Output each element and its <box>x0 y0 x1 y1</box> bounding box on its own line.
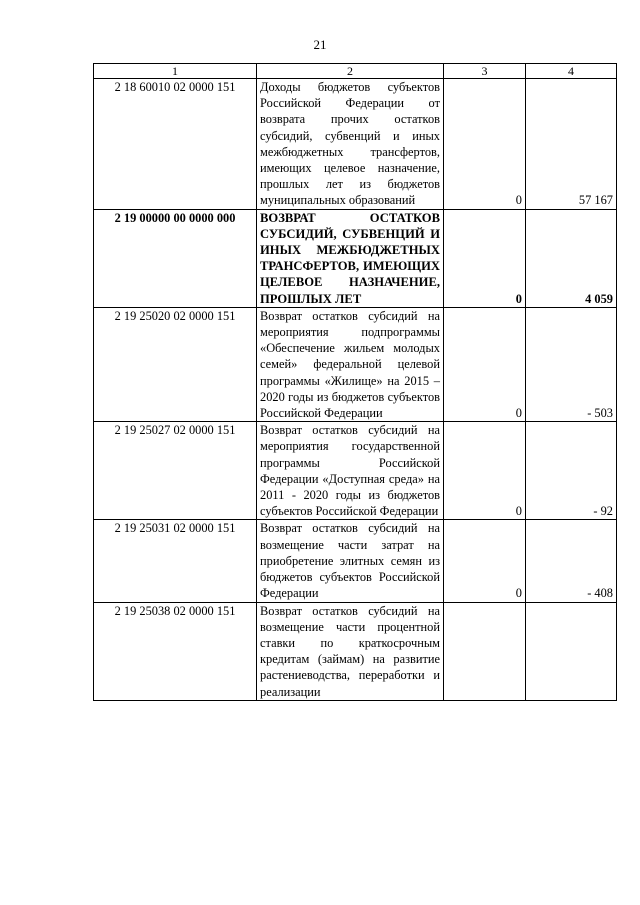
value-col4: - 503 <box>526 307 617 421</box>
value-col3: 0 <box>444 307 526 421</box>
budget-code: 2 19 25031 02 0000 151 <box>94 520 257 602</box>
value-col4: - 92 <box>526 422 617 520</box>
value-col3: 0 <box>444 520 526 602</box>
description: Доходы бюджетов субъектов Российской Федерации от возврата прочих остатков субсидий, субвенций и иных межбюджетных трансфертов, имеющих целевое назначение, прошлых лет из бюджетов муниципальных образований <box>257 79 444 210</box>
table-row <box>94 209 617 307</box>
value-col4: 4 059 <box>526 209 617 307</box>
value-col3 <box>444 602 526 700</box>
page-number: 21 <box>313 37 327 52</box>
table-row <box>94 422 617 520</box>
budget-table <box>93 63 617 701</box>
description: ВОЗВРАТ ОСТАТКОВ СУБСИДИЙ, СУБВЕНЦИЙ И ИНЫХ МЕЖБЮДЖЕТНЫХ ТРАНСФЕРТОВ, ИМЕЮЩИХ ЦЕЛЕВОЕ НАЗНАЧЕНИЕ, ПРОШЛЫХ ЛЕТ <box>257 209 444 307</box>
budget-code: 2 18 60010 02 0000 151 <box>94 79 257 210</box>
value-col4 <box>526 602 617 700</box>
description: Возврат остатков субсидий на мероприятия государственной программы Российской Федерации «Доступная среда» на 2011 - 2020 годы из бюджетов субъектов Российской Федерации <box>257 422 444 520</box>
column-header: 3 <box>444 64 526 79</box>
value-col4: - 408 <box>526 520 617 602</box>
table-row <box>94 307 617 421</box>
table-row <box>94 602 617 700</box>
value-col4: 57 167 <box>526 79 617 210</box>
column-header: 1 <box>94 64 257 79</box>
budget-code: 2 19 25020 02 0000 151 <box>94 307 257 421</box>
budget-code: 2 19 25027 02 0000 151 <box>94 422 257 520</box>
table-header-row <box>94 64 617 79</box>
value-col3: 0 <box>444 209 526 307</box>
budget-code: 2 19 00000 00 0000 000 <box>94 209 257 307</box>
table-row <box>94 79 617 210</box>
table-row <box>94 520 617 602</box>
column-header: 2 <box>257 64 444 79</box>
value-col3: 0 <box>444 79 526 210</box>
description: Возврат остатков субсидий на возмещение части затрат на приобретение элитных семян из бюджетов субъектов Российской Федерации <box>257 520 444 602</box>
value-col3: 0 <box>444 422 526 520</box>
column-header: 4 <box>526 64 617 79</box>
description: Возврат остатков субсидий на возмещение части процентной ставки по краткосрочным кредитам (займам) на развитие растениеводства, переработки и реализации <box>257 602 444 700</box>
budget-code: 2 19 25038 02 0000 151 <box>94 602 257 700</box>
description: Возврат остатков субсидий на мероприятия подпрограммы «Обеспечение жильем молодых семей» федеральной целевой программы «Жилище» на 2015 – 2020 годы из бюджетов субъектов Российской Федерации <box>257 307 444 421</box>
